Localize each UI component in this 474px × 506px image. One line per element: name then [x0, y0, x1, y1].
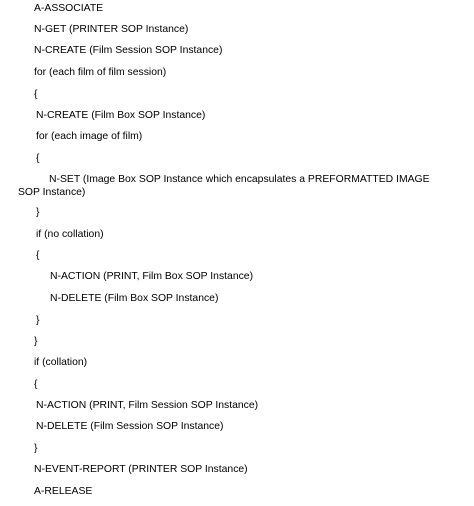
text-line-a-associate: A-ASSOCIATE	[34, 3, 104, 14]
text-line-open-brace: {	[34, 89, 38, 100]
text-line-n-delete-film-session: N-DELETE (Film Session SOP Instance)	[36, 421, 224, 432]
text-line-n-create-film-session: N-CREATE (Film Session SOP Instance)	[34, 45, 223, 56]
text-line-n-set-image-box: N-SET (Image Box SOP Instance which encapsulates a PREFORMATTED IMAGE SOP Instance)	[18, 174, 430, 198]
text-line-n-action-film-box: N-ACTION (PRINT, Film Box SOP Instance)	[50, 271, 254, 282]
text-line-close-brace: }	[36, 207, 40, 218]
text-line-n-create-film-box: N-CREATE (Film Box SOP Instance)	[36, 110, 206, 121]
text-line-open-brace: {	[36, 250, 40, 261]
text-line-n-event-report: N-EVENT-REPORT (PRINTER SOP Instance)	[34, 464, 248, 475]
text-line-if-no-collation: if (no collation)	[36, 229, 104, 240]
text-line-close-brace: }	[34, 336, 38, 347]
text-line-a-release: A-RELEASE	[34, 486, 93, 497]
text-line-close-brace: }	[36, 315, 40, 326]
text-line-for-each-image: for (each image of film)	[36, 131, 143, 142]
text-line-n-action-film-session: N-ACTION (PRINT, Film Session SOP Instance)	[36, 400, 259, 411]
text-line-n-delete-film-box: N-DELETE (Film Box SOP Instance)	[50, 293, 219, 304]
text-line-close-brace: }	[34, 443, 38, 454]
text-line-open-brace: {	[36, 153, 40, 164]
text-line-n-get-printer: N-GET (PRINTER SOP Instance)	[34, 24, 189, 35]
text-line-if-collation: if (collation)	[34, 357, 88, 368]
text-line-open-brace: {	[34, 379, 38, 390]
text-line-for-each-film: for (each film of film session)	[34, 67, 167, 78]
